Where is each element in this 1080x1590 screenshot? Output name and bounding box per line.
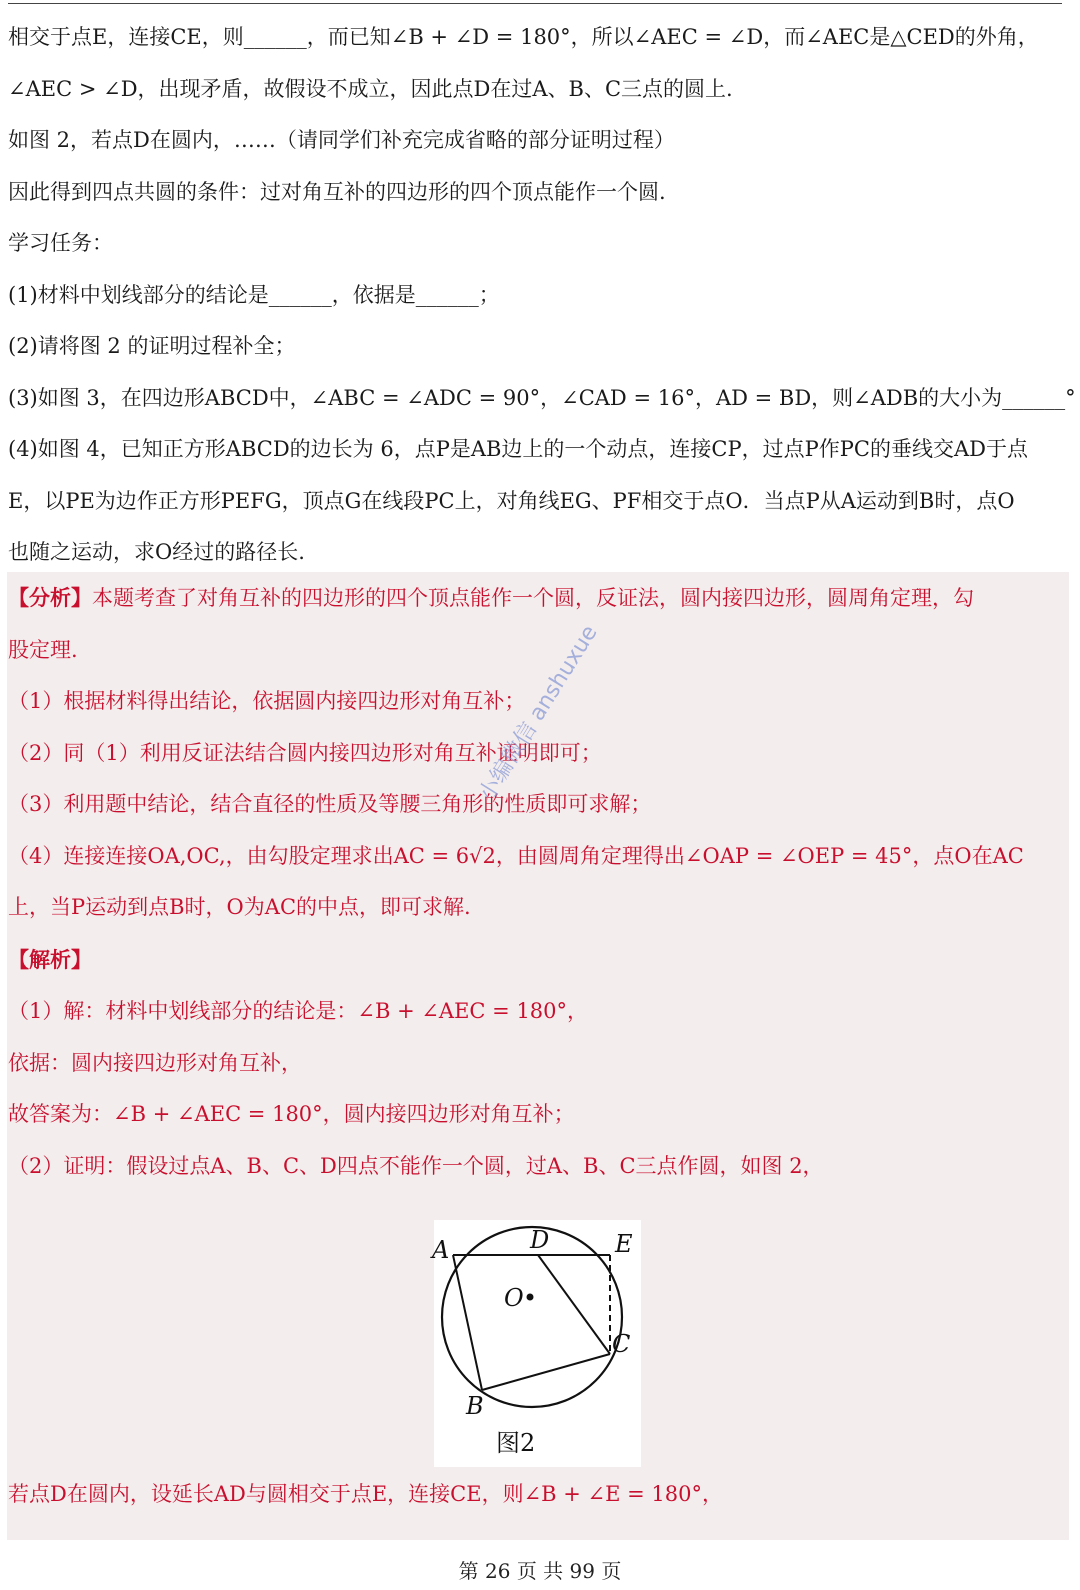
problem-line: 学习任务： [8, 231, 113, 255]
problem-line: (1)材料中划线部分的结论是______，依据是______； [8, 282, 500, 307]
problem-line: (4)如图 4，已知正方形ABCD的边长为 6，点P是AB边上的一个动点，连接CP，过点P作PC的垂线交AD于点 [8, 437, 1028, 461]
figure-2 [434, 1220, 641, 1467]
problem-line: (2)请将图 2 的证明过程补全； [8, 334, 296, 358]
label-d: D [530, 1226, 550, 1254]
analysis-heading-line [7, 572, 1069, 625]
analysis-label: 【分析】 [8, 585, 92, 610]
problem-line: 也随之运动，求O经过的路径长. [8, 540, 305, 564]
center-point [527, 1294, 534, 1301]
figure-2-diagram [434, 1220, 641, 1467]
label-o: O [504, 1284, 524, 1312]
problem-line: E，以PE为边作正方形PEFG，顶点G在线段PC上，对角线EG、PF相交于点O．当点P从A运动到B时，点O [8, 488, 1015, 513]
solution-label: 【解析】 [8, 946, 92, 972]
problem-line: (3)如图 3，在四边形ABCD中，∠ABC = ∠ADC = 90°，∠CAD = 16°，AD = BD，则∠ADB的大小为______° [8, 385, 1076, 410]
analysis-line: 上，当P运动到点B时，O为AC的中点，即可求解. [8, 895, 471, 919]
page-footer: 第 26 页 共 99 页 [458, 1559, 622, 1583]
problem-line: ∠AEC > ∠D，出现矛盾，故假设不成立，因此点D在过A、B、C三点的圆上. [8, 76, 733, 101]
solution-line: 故答案为：∠B + ∠AEC = 180°，圆内接四边形对角互补； [8, 1102, 575, 1126]
problem-line: 因此得到四点共圆的条件：过对角互补的四边形的四个顶点能作一个圆. [8, 179, 666, 204]
problem-text [8, 12, 1076, 579]
watermark-text: 小编微信 anshuxue [474, 621, 603, 806]
label-b: B [466, 1392, 484, 1420]
line-ab [453, 1255, 482, 1390]
solution-line: 依据：圆内接四边形对角互补， [8, 1050, 302, 1075]
label-e: E [615, 1230, 633, 1258]
problem-line: 如图 2，若点D在圆内，……（请同学们补充完成省略的部分证明过程） [8, 128, 675, 152]
solution-line: （1）解：材料中划线部分的结论是：∠B + ∠AEC = 180°， [8, 999, 589, 1023]
solution-line-after-figure: 若点D在圆内，设延长AD与圆相交于点E，连接CE，则∠B + ∠E = 180°， [8, 1482, 723, 1506]
analysis-line: （1）根据材料得出结论，依据圆内接四边形对角互补； [8, 689, 526, 713]
label-a: A [432, 1236, 450, 1264]
label-c: C [612, 1330, 631, 1358]
analysis-line: （2）同（1）利用反证法结合圆内接四边形对角互补证明即可； [8, 740, 602, 765]
problem-line: 相交于点E，连接CE，则______，而已知∠B + ∠D = 180°，所以∠AEC = ∠D，而∠AEC是△CED的外角， [8, 25, 1039, 49]
line-cd [538, 1255, 610, 1354]
analysis-line: （3）利用题中结论，结合直径的性质及等腰三角形的性质即可求解； [8, 792, 652, 816]
top-rule [8, 3, 1062, 4]
analysis-line: 股定理. [8, 637, 78, 662]
analysis-line: （4）连接连接OA,OC,，由勾股定理求出AC = 6√2，由圆周角定理得出∠OAP = ∠OEP = 45°，点O在AC [8, 843, 1024, 868]
figure-caption: 图2 [496, 1429, 536, 1457]
analysis-intro: 本题考查了对角互补的四边形的四个顶点能作一个圆，反证法，圆内接四边形，圆周角定理，勾 [92, 586, 974, 610]
solution-label-line [7, 934, 1069, 987]
solution-line: （2）证明：假设过点A、B、C、D四点不能作一个圆，过A、B、C三点作圆，如图 2， [8, 1153, 824, 1178]
